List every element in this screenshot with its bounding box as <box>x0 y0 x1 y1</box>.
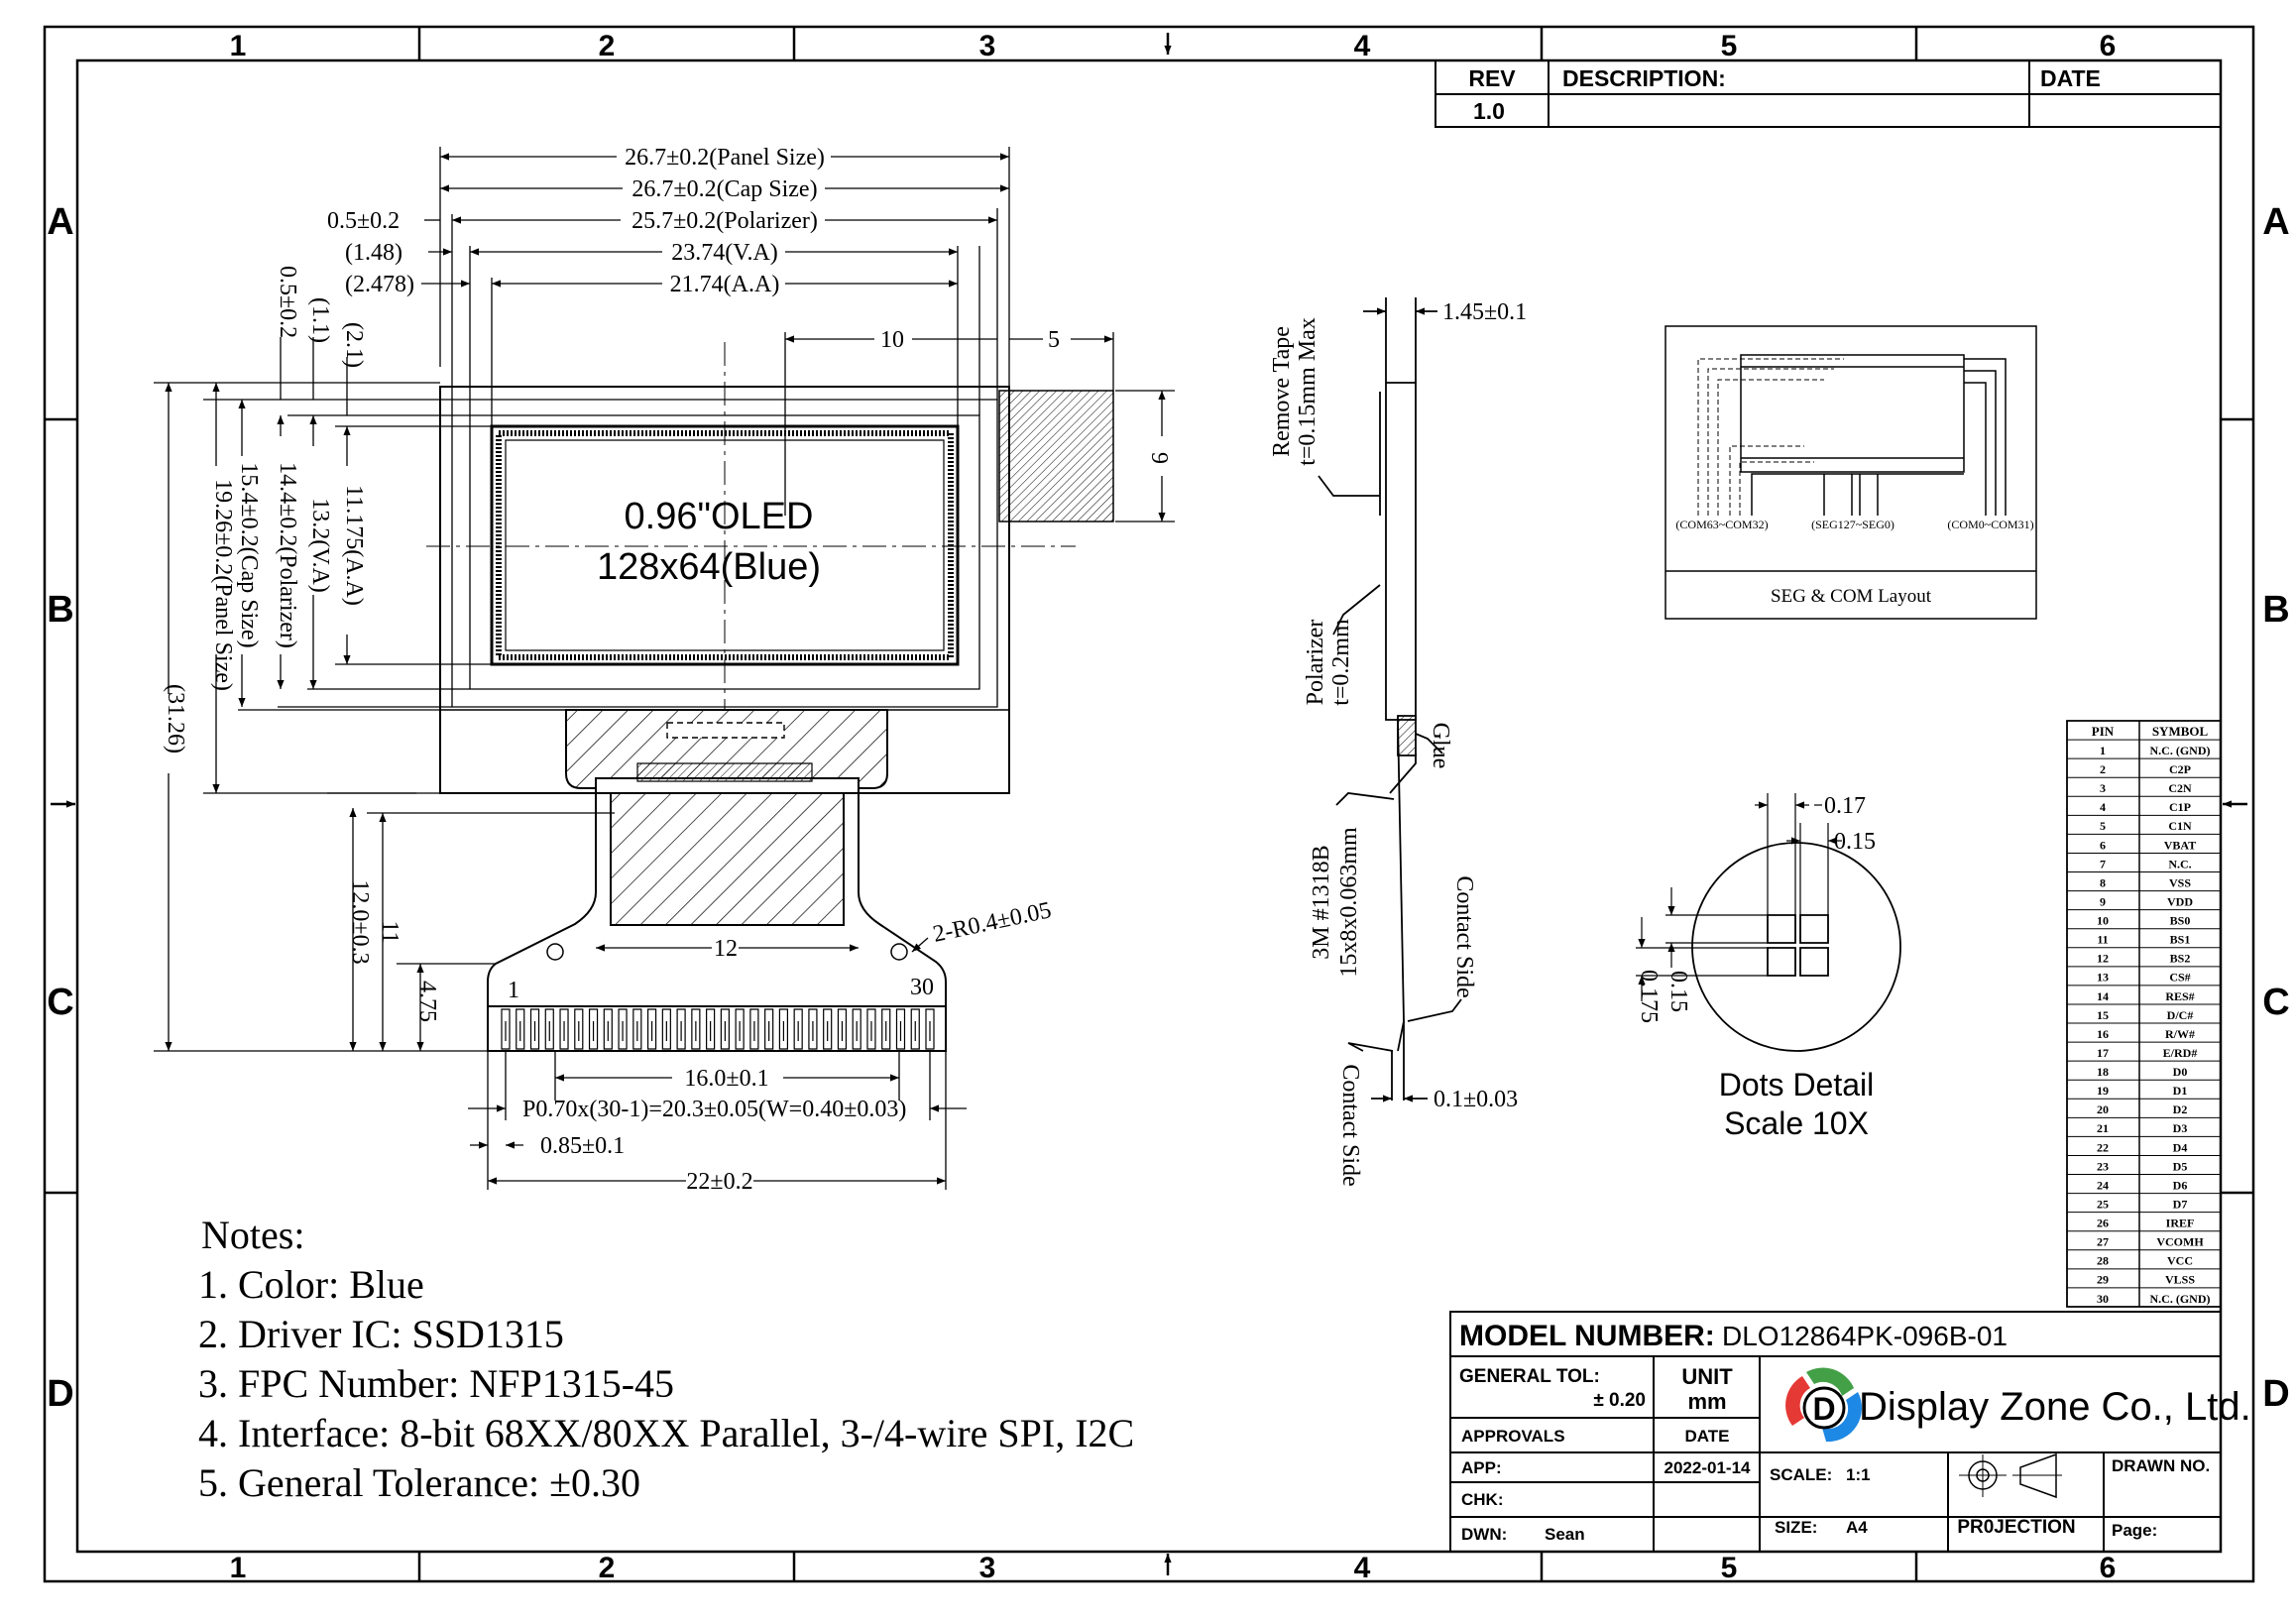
app-label: APP: <box>1461 1458 1502 1477</box>
pin-number: 28 <box>2097 1253 2109 1268</box>
row-label: D <box>2262 1373 2290 1415</box>
dwn-label: DWN: <box>1461 1525 1508 1544</box>
revision-table <box>1435 60 2221 127</box>
column-label: 3 <box>978 1552 996 1584</box>
pin-symbol: VCC <box>2167 1253 2193 1268</box>
layout-title: SEG & COM Layout <box>1770 586 1932 607</box>
dim-label: 13.2(V.A) <box>307 498 333 593</box>
dim-label: 10 <box>880 327 904 353</box>
pin-number: 8 <box>2100 875 2106 890</box>
unit-value: mm <box>1687 1389 1727 1414</box>
dim-label: 19.26±0.2(Panel Size) <box>210 479 236 691</box>
pin-symbol: E/RD# <box>2162 1045 2198 1060</box>
side-label: t=0.15mm Max <box>1295 317 1320 466</box>
pin-number: 1 <box>2100 743 2106 757</box>
pin-symbol: VCOMH <box>2156 1234 2204 1249</box>
dim-label: 4.75 <box>414 981 440 1022</box>
pin-symbol: N.C. (GND) <box>2149 743 2211 757</box>
pin-symbol: D3 <box>2172 1121 2188 1136</box>
dim-label: 12.0±0.3 <box>347 879 373 965</box>
layout-label: (COM63~COM32) <box>1675 518 1769 531</box>
pin-symbol: BS2 <box>2169 951 2191 966</box>
alignment-hole <box>547 944 563 960</box>
pin-number: 19 <box>2097 1084 2109 1099</box>
display-label: 0.96"OLED <box>624 496 814 537</box>
pin-number: 20 <box>2097 1102 2109 1117</box>
approvals-label: APPROVALS <box>1461 1427 1565 1446</box>
rev-header: REV <box>1468 65 1516 91</box>
projection-label: PR0JECTION <box>1957 1517 2076 1538</box>
pin-symbol: VLSS <box>2164 1272 2196 1287</box>
pin-number: 10 <box>2097 913 2109 928</box>
pin-symbol: BS0 <box>2169 913 2191 928</box>
pin-number: 7 <box>2100 857 2106 871</box>
dim-label: 0.15 <box>1665 971 1691 1012</box>
column-label: 3 <box>978 30 996 62</box>
fpc-pins <box>502 1009 934 1049</box>
dim-label: 16.0±0.1 <box>684 1066 769 1092</box>
pin-symbol: BS1 <box>2169 932 2191 947</box>
chk-label: CHK: <box>1461 1490 1504 1509</box>
size-label: SIZE: <box>1775 1518 1818 1537</box>
row-label: A <box>2262 201 2290 243</box>
dim-label: (1.48) <box>345 240 402 266</box>
column-label: 5 <box>1720 30 1738 62</box>
dwn-value: Sean <box>1545 1525 1585 1544</box>
pin-number: 2 <box>2100 761 2106 776</box>
pin-number: 18 <box>2097 1065 2109 1080</box>
note-item: 2. Driver IC: SSD1315 <box>198 1312 564 1356</box>
dim-label: 1.45±0.1 <box>1442 299 1528 325</box>
pin-number: 5 <box>2100 819 2106 834</box>
layout-label: (COM0~COM31) <box>1947 518 2034 531</box>
pin-symbol: D6 <box>2172 1178 2188 1193</box>
pin-number: 9 <box>2100 894 2106 909</box>
scale-value: 1:1 <box>1846 1465 1871 1484</box>
dim-label: 0.85±0.1 <box>540 1133 626 1159</box>
unit-label: UNIT <box>1681 1364 1733 1389</box>
column-label: 2 <box>598 1552 616 1584</box>
tol-label: GENERAL TOL: <box>1459 1366 1600 1387</box>
pin-symbol: N.C. (GND) <box>2149 1291 2211 1306</box>
row-label: B <box>47 589 74 631</box>
detail-title: Scale 10X <box>1724 1105 1869 1141</box>
pin-number: 21 <box>2097 1121 2109 1136</box>
pin-label: 1 <box>508 978 519 1003</box>
pin-number: 3 <box>2100 781 2106 796</box>
note-item: 3. FPC Number: NFP1315-45 <box>198 1361 675 1406</box>
column-label: 4 <box>1353 1552 1371 1584</box>
pin-symbol: C2P <box>2169 761 2191 776</box>
drawn-no-label: DRAWN NO. <box>2112 1456 2211 1475</box>
column-label: 6 <box>2099 30 2117 62</box>
pin-symbol: D0 <box>2172 1065 2188 1080</box>
dim-label: 0.5±0.2 <box>275 266 300 339</box>
pin-symbol: CS# <box>2169 970 2191 985</box>
rev-value: 1.0 <box>1473 98 1505 124</box>
pin-symbol: D1 <box>2172 1084 2188 1099</box>
model-value: DLO12864PK-096B-01 <box>1722 1321 2008 1351</box>
dim-label: 0.5±0.2 <box>327 208 401 234</box>
date-label: DATE <box>1684 1427 1730 1446</box>
pin-symbol: D4 <box>2172 1140 2188 1155</box>
pin-symbol: N.C. <box>2168 857 2192 871</box>
row-label: B <box>2262 589 2290 631</box>
dim-label: 14.4±0.2(Polarizer) <box>275 462 300 648</box>
side-label: t=0.2mm <box>1328 619 1354 706</box>
display-label: 128x64(Blue) <box>596 546 822 588</box>
pin-number: 23 <box>2097 1159 2109 1174</box>
pin-symbol: R/W# <box>2165 1026 2195 1041</box>
dim-label: 9 <box>1146 452 1172 464</box>
detail-title: Dots Detail <box>1718 1067 1875 1102</box>
side-label: 15x8x0.063mm <box>1336 827 1362 978</box>
page-label: Page: <box>2112 1521 2158 1540</box>
date-value: 2022-01-14 <box>1664 1458 1751 1477</box>
pin-number: 30 <box>2097 1291 2109 1306</box>
dim-label: 2-R0.4±0.05 <box>930 897 1054 948</box>
dim-label: 0.1±0.03 <box>1434 1087 1519 1112</box>
dim-label: 5 <box>1048 327 1060 353</box>
pin-number: 13 <box>2097 970 2109 985</box>
note-item: 5. General Tolerance: ±0.30 <box>198 1460 641 1505</box>
column-label: 5 <box>1720 1552 1738 1584</box>
pin-number: 4 <box>2100 800 2106 815</box>
note-item: 4. Interface: 8-bit 68XX/80XX Parallel, 3-/4-wire SPI, I2C <box>198 1411 1135 1455</box>
front-view <box>426 342 1113 1051</box>
dim-label: 23.74(V.A) <box>671 240 778 266</box>
side-label: Contact Side <box>1337 1064 1363 1187</box>
pin-symbol: IREF <box>2165 1216 2195 1230</box>
side-label: Polarizer <box>1303 619 1328 706</box>
vertical-dimensions <box>154 337 615 1051</box>
pin-number: 22 <box>2097 1140 2109 1155</box>
pin-symbol: VBAT <box>2163 838 2197 853</box>
pin-number: 17 <box>2097 1045 2109 1060</box>
pin-number: 29 <box>2097 1272 2109 1287</box>
row-label: D <box>47 1373 74 1415</box>
dim-label: 26.7±0.2(Cap Size) <box>631 176 818 202</box>
row-label: A <box>47 201 74 243</box>
company-logo <box>1785 1368 1862 1443</box>
column-label: 1 <box>229 30 247 62</box>
pin-symbol: SYMBOL <box>2151 723 2209 739</box>
model-label: MODEL NUMBER: <box>1459 1320 1715 1352</box>
column-label: 1 <box>229 1552 247 1584</box>
side-label: Remove Tape <box>1269 326 1295 457</box>
company-name: Display Zone Co., Ltd. <box>1859 1385 2251 1429</box>
pin-number: 6 <box>2100 838 2106 853</box>
row-label: C <box>2262 982 2290 1023</box>
notes-title: Notes: <box>201 1213 305 1257</box>
dim-label: 26.7±0.2(Panel Size) <box>625 145 825 171</box>
pin-number: PIN <box>2091 723 2115 739</box>
pin-symbol: C1N <box>2168 819 2192 834</box>
pin-symbol: VDD <box>2167 894 2193 909</box>
pin-number: 12 <box>2097 951 2109 966</box>
side-label: Contact Side <box>1451 875 1477 998</box>
scale-label: SCALE: <box>1770 1465 1833 1484</box>
column-label: 6 <box>2099 1552 2117 1584</box>
pin-symbol: C1P <box>2169 800 2191 815</box>
note-item: 1. Color: Blue <box>198 1262 424 1307</box>
pin-symbol: VSS <box>2168 875 2192 890</box>
row-label: C <box>47 982 74 1023</box>
pin-table <box>2067 721 2221 1307</box>
tol-value: ± 0.20 <box>1593 1390 1646 1411</box>
dim-label: 0.175 <box>1636 970 1662 1023</box>
pin-number: 25 <box>2097 1197 2109 1212</box>
notes <box>198 1213 1134 1505</box>
description-header: DESCRIPTION: <box>1562 65 1726 91</box>
fpc-contacts <box>488 1006 946 1051</box>
dim-label: (1.1) <box>307 297 333 343</box>
pin-number: 27 <box>2097 1234 2109 1249</box>
dim-label: 0.15 <box>1834 829 1876 855</box>
side-label: 3M #1318B <box>1309 845 1334 960</box>
dim-label: 25.7±0.2(Polarizer) <box>631 208 818 234</box>
size-value: A4 <box>1846 1518 1868 1537</box>
pin-symbol: D2 <box>2172 1102 2188 1117</box>
pin-symbol: C2N <box>2168 781 2192 796</box>
column-label: 4 <box>1353 30 1371 62</box>
dim-label: P0.70x(30-1)=20.3±0.05(W=0.40±0.03) <box>522 1097 907 1122</box>
dim-label: 0.17 <box>1824 793 1866 819</box>
pin-symbol: D7 <box>2172 1197 2188 1212</box>
dim-label: (31.26) <box>163 684 188 754</box>
pin-number: 26 <box>2097 1216 2109 1230</box>
dim-label: 11.175(A.A) <box>341 485 367 606</box>
dim-label: 11 <box>377 920 402 944</box>
layout-label: (SEG127~SEG0) <box>1811 518 1894 531</box>
logo-letter: D <box>1812 1391 1836 1427</box>
dim-label: 15.4±0.2(Cap Size) <box>236 462 262 648</box>
dim-label: 22±0.2 <box>686 1169 753 1195</box>
dim-label: 12 <box>714 936 738 962</box>
pin-number: 11 <box>2097 932 2109 947</box>
column-label: 2 <box>598 30 616 62</box>
dim-label: (2.1) <box>341 322 367 368</box>
seg-com-layout <box>1665 326 2036 619</box>
tape-area <box>999 391 1113 522</box>
pin-label: 30 <box>910 975 934 1000</box>
pin-number: 14 <box>2097 988 2109 1003</box>
pin-symbol: D/C# <box>2166 1007 2194 1022</box>
side-label: Glue <box>1428 722 1453 769</box>
pin-number: 15 <box>2097 1007 2109 1022</box>
alignment-hole <box>891 944 907 960</box>
pin-symbol: D5 <box>2172 1159 2188 1174</box>
dim-label: (2.478) <box>345 272 414 297</box>
pin-number: 16 <box>2097 1026 2109 1041</box>
pin-symbol: RES# <box>2165 988 2195 1003</box>
date-header: DATE <box>2040 65 2101 91</box>
pin-number: 24 <box>2097 1178 2109 1193</box>
dim-label: 21.74(A.A) <box>669 272 780 297</box>
